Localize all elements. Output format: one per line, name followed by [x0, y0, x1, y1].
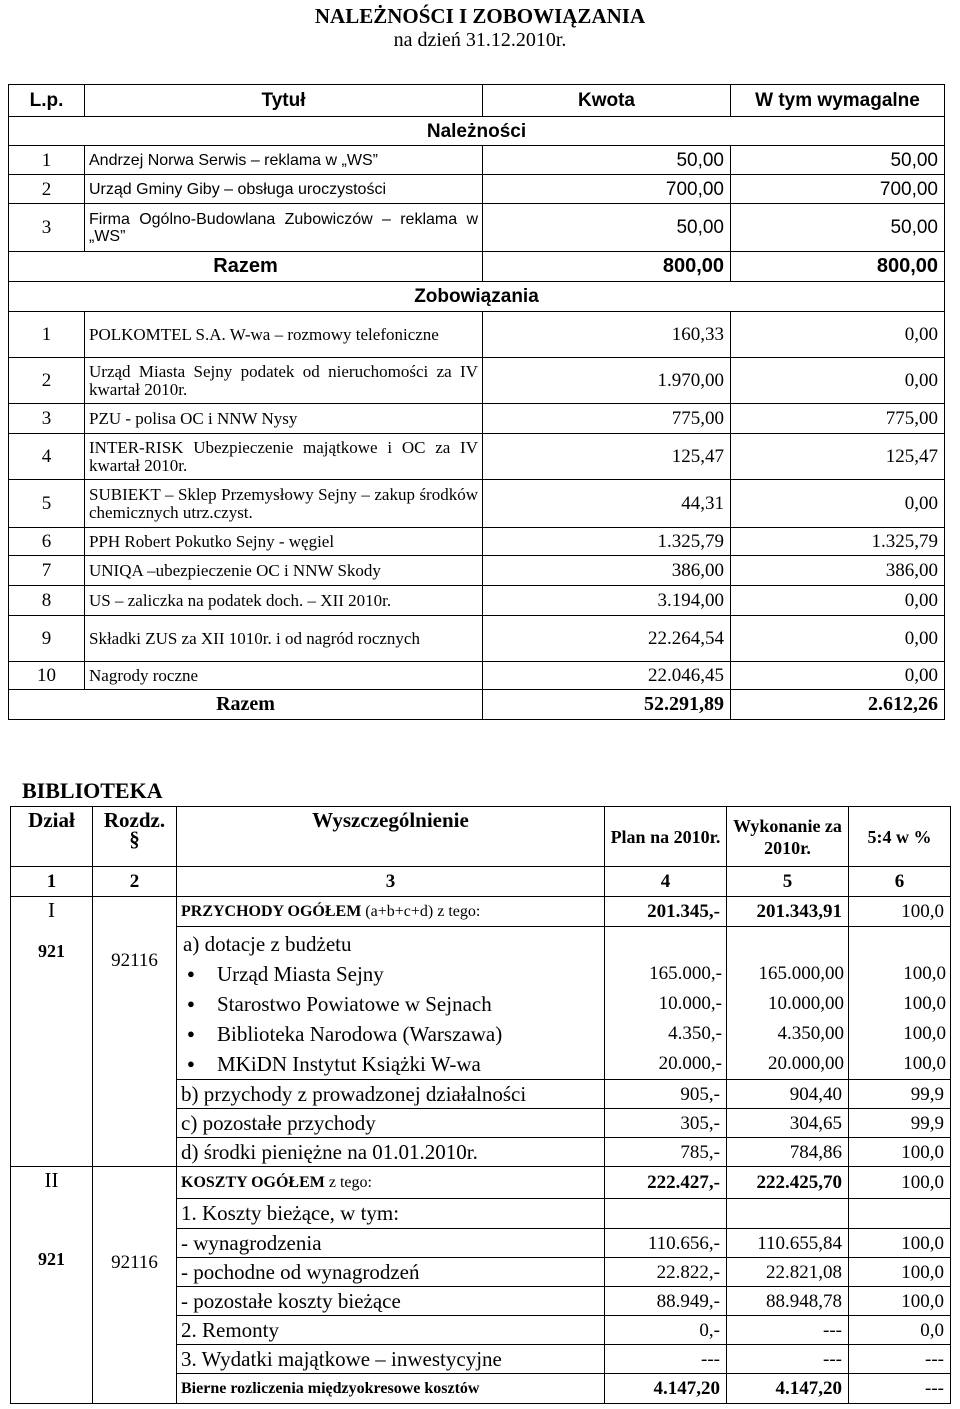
accruals-pct: --- [849, 1374, 951, 1404]
subsidies-pct-cell [849, 927, 951, 1080]
table-row [9, 312, 945, 358]
col-header-rozdz: Rozdz. § [93, 807, 177, 867]
row-title: PPH Robert Pokutko Sejny - węgiel [85, 528, 483, 556]
row-lp: 1 [9, 312, 85, 358]
empty-cell [605, 1199, 727, 1229]
row-amount: 22.264,54 [483, 616, 731, 662]
library-section-title: BIBLIOTEKA [22, 778, 163, 803]
table-header-row [9, 85, 945, 117]
costs-total-row [11, 1167, 951, 1199]
costs-total-label-bold: KOSZTY OGÓŁEM [181, 1174, 325, 1191]
row-lp: 1 [9, 146, 85, 175]
col-header-title: Tytuł [85, 85, 483, 117]
income-total-row [11, 897, 951, 927]
income-total-exec: 201.343,91 [727, 897, 849, 927]
cost-pct: 100,0 [849, 1258, 951, 1287]
table-row [9, 358, 945, 404]
row-title: UNIQA –ubezpieczenie OC i NNW Skody [85, 556, 483, 586]
row-due: 0,00 [731, 616, 945, 662]
row-amount: 125,47 [483, 434, 731, 480]
subsidy-pct: 100,0 [903, 993, 946, 1014]
row-lp: 8 [9, 586, 85, 616]
row-amount: 22.046,45 [483, 662, 731, 690]
col-header-plan: Plan na 2010r. [605, 807, 727, 867]
total-due: 800,00 [731, 252, 945, 282]
costs-current-label: 1. Koszty bieżące, w tym: [177, 1199, 605, 1229]
row-lp: 6 [9, 528, 85, 556]
total-row-liabilities [9, 690, 945, 720]
cost-pct: 100,0 [849, 1229, 951, 1258]
row-due: 775,00 [731, 404, 945, 434]
income-other-name: b) przychody z prowadzonej działalności [177, 1080, 605, 1109]
table-row [9, 616, 945, 662]
row-due: 700,00 [731, 175, 945, 204]
row-title: Firma Ogólno-Budowlana Zubowiczów – reklama w „WS” [85, 204, 483, 252]
subsidies-label: a) dotacje z budżetu [183, 932, 352, 956]
row-amount: 44,31 [483, 480, 731, 528]
subsidy-pct: 100,0 [903, 1053, 946, 1074]
subsidies-list [181, 959, 600, 1079]
list-item: ● MKiDN Instytut Książki W-wa [181, 1049, 600, 1079]
section-row-liabilities [9, 282, 945, 312]
empty-cell [849, 1199, 951, 1229]
row-amount: 1.325,79 [483, 528, 731, 556]
row-title: US – zaliczka na podatek doch. – XII 2010r. [85, 586, 483, 616]
row-due: 0,00 [731, 662, 945, 690]
costs-rozdz-cell [93, 1167, 177, 1404]
cost-name: - wynagrodzenia [177, 1229, 605, 1258]
income-other-exec: 304,65 [727, 1109, 849, 1138]
income-other-plan: 305,- [605, 1109, 727, 1138]
income-other-name: c) pozostałe przychody [177, 1109, 605, 1138]
section-title-liabilities: Zobowiązania [9, 282, 945, 312]
subsidies-exec-cell [727, 927, 849, 1080]
costs-total-exec: 222.425,70 [727, 1167, 849, 1199]
subsidy-exec: 10.000,00 [768, 993, 844, 1014]
col-header-percent: 5:4 w % [849, 807, 951, 867]
row-due: 0,00 [731, 358, 945, 404]
table-row [9, 586, 945, 616]
income-total-label-bold: PRZYCHODY OGÓŁEM [181, 903, 362, 920]
costs-total-plan: 222.427,- [605, 1167, 727, 1199]
row-lp: 10 [9, 662, 85, 690]
row-due: 0,00 [731, 312, 945, 358]
row-due: 50,00 [731, 204, 945, 252]
col-number: 1 [11, 867, 93, 897]
income-other-name: d) środki pieniężne na 01.01.2010r. [177, 1138, 605, 1167]
cost-pct: 0,0 [849, 1316, 951, 1345]
row-title: PZU - polisa OC i NNW Nysy [85, 404, 483, 434]
row-title: INTER-RISK Ubezpieczenie majątkowe i OC za IV kwartał 2010r. [85, 434, 483, 480]
row-amount: 1.970,00 [483, 358, 731, 404]
row-title: Urząd Gminy Giby – obsługa uroczystości [85, 175, 483, 204]
income-other-plan: 785,- [605, 1138, 727, 1167]
subsidy-exec: 20.000,00 [768, 1053, 844, 1074]
total-label: Razem [9, 690, 483, 720]
cost-exec: 22.821,08 [727, 1258, 849, 1287]
col-number: 5 [727, 867, 849, 897]
col-header-due: W tym wymagalne [731, 85, 945, 117]
col-header-amount: Kwota [483, 85, 731, 117]
row-lp: 9 [9, 616, 85, 662]
document-header [0, 0, 960, 52]
income-other-plan: 905,- [605, 1080, 727, 1109]
income-total-pct: 100,0 [849, 897, 951, 927]
row-lp: 5 [9, 480, 85, 528]
list-item: ● Starostwo Powiatowe w Sejnach [181, 989, 600, 1019]
row-title: Składki ZUS za XII 1010r. i od nagród rocznych [85, 616, 483, 662]
col-header-description: Wyszczególnienie [177, 807, 605, 867]
row-amount: 50,00 [483, 204, 731, 252]
table-row [9, 556, 945, 586]
row-due: 0,00 [731, 586, 945, 616]
cost-name: - pozostałe koszty bieżące [177, 1287, 605, 1316]
income-total-plan: 201.345,- [605, 897, 727, 927]
cost-exec: 88.948,78 [727, 1287, 849, 1316]
document-title: NALEŻNOŚCI I ZOBOWIĄZANIA [314, 4, 646, 28]
col-number: 3 [177, 867, 605, 897]
accruals-exec: 4.147,20 [727, 1374, 849, 1404]
subsidy-pct: 100,0 [903, 1023, 946, 1044]
income-other-exec: 904,40 [727, 1080, 849, 1109]
col-number: 6 [849, 867, 951, 897]
table-row [9, 434, 945, 480]
cost-plan: 88.949,- [605, 1287, 727, 1316]
row-amount: 775,00 [483, 404, 731, 434]
empty-cell [727, 1199, 849, 1229]
receivables-liabilities-table [8, 84, 945, 720]
cost-exec: --- [727, 1316, 849, 1345]
row-lp: 7 [9, 556, 85, 586]
income-total-label-rest: (a+b+c+d) z tego: [361, 903, 481, 920]
income-other-pct: 100,0 [849, 1138, 951, 1167]
row-lp: 3 [9, 404, 85, 434]
row-lp: 3 [9, 204, 85, 252]
total-due: 2.612,26 [731, 690, 945, 720]
income-other-pct: 99,9 [849, 1080, 951, 1109]
costs-section-number: II [44, 1168, 59, 1192]
table-row [9, 404, 945, 434]
col-number: 4 [605, 867, 727, 897]
row-amount: 700,00 [483, 175, 731, 204]
income-rozdz: 92116 [111, 950, 158, 971]
row-lp: 4 [9, 434, 85, 480]
accruals-name: Bierne rozliczenia międzyokresowe kosztów [177, 1374, 605, 1404]
col-header-execution: Wykonanie za 2010r. [727, 807, 849, 867]
costs-total-label [177, 1167, 605, 1199]
document-subtitle: na dzień 31.12.2010r. [393, 29, 567, 51]
income-section-number: I [48, 898, 55, 922]
subsidy-exec: 165.000,00 [758, 963, 844, 984]
library-budget-table [10, 806, 951, 1404]
total-row-receivables [9, 252, 945, 282]
cost-exec: 110.655,84 [727, 1229, 849, 1258]
table-row [9, 480, 945, 528]
cost-plan: 110.656,- [605, 1229, 727, 1258]
row-due: 50,00 [731, 146, 945, 175]
cost-name: 2. Remonty [177, 1316, 605, 1345]
table-row [9, 204, 945, 252]
table-row [9, 175, 945, 204]
row-lp: 2 [9, 358, 85, 404]
row-title: POLKOMTEL S.A. W-wa – rozmowy telefoniczne [85, 312, 483, 358]
table-row [9, 146, 945, 175]
total-amount: 52.291,89 [483, 690, 731, 720]
row-due: 0,00 [731, 480, 945, 528]
costs-dzial: 921 [38, 1249, 65, 1269]
row-amount: 160,33 [483, 312, 731, 358]
row-title: SUBIEKT – Sklep Przemysłowy Sejny – zakup środków chemicznych utrz.czyst. [85, 480, 483, 528]
subsidy-pct: 100,0 [903, 963, 946, 984]
col-header-dzial: Dział [11, 807, 93, 867]
costs-total-label-rest: z tego: [324, 1174, 372, 1191]
row-amount: 3.194,00 [483, 586, 731, 616]
row-title: Nagrody roczne [85, 662, 483, 690]
col-number: 2 [93, 867, 177, 897]
cost-plan: --- [605, 1345, 727, 1374]
cost-pct: --- [849, 1345, 951, 1374]
cost-plan: 22.822,- [605, 1258, 727, 1287]
income-total-label [177, 897, 605, 927]
row-title: Urząd Miasta Sejny podatek od nieruchomości za IV kwartał 2010r. [85, 358, 483, 404]
income-section-cell [11, 897, 93, 1167]
income-rozdz-cell [93, 897, 177, 1167]
subsidy-plan: 20.000,- [658, 1053, 722, 1074]
cost-exec: --- [727, 1345, 849, 1374]
cost-pct: 100,0 [849, 1287, 951, 1316]
table-row [9, 528, 945, 556]
subsidy-plan: 4.350,- [668, 1023, 722, 1044]
section-row-receivables [9, 117, 945, 146]
cost-name: - pochodne od wynagrodzeń [177, 1258, 605, 1287]
costs-section-cell [11, 1167, 93, 1404]
table-header-row [11, 807, 951, 867]
column-numbers-row [11, 867, 951, 897]
subsidy-plan: 10.000,- [658, 993, 722, 1014]
row-due: 125,47 [731, 434, 945, 480]
income-other-pct: 99,9 [849, 1109, 951, 1138]
cost-plan: 0,- [605, 1316, 727, 1345]
list-item: ● Urząd Miasta Sejny [181, 959, 600, 989]
col-header-lp: L.p. [9, 85, 85, 117]
subsidies-plan-cell [605, 927, 727, 1080]
row-amount: 386,00 [483, 556, 731, 586]
total-label: Razem [9, 252, 483, 282]
list-item: ● Biblioteka Narodowa (Warszawa) [181, 1019, 600, 1049]
row-lp: 2 [9, 175, 85, 204]
row-due: 386,00 [731, 556, 945, 586]
row-amount: 50,00 [483, 146, 731, 175]
row-due: 1.325,79 [731, 528, 945, 556]
subsidies-cell [177, 927, 605, 1080]
total-amount: 800,00 [483, 252, 731, 282]
accruals-plan: 4.147,20 [605, 1374, 727, 1404]
costs-total-pct: 100,0 [849, 1167, 951, 1199]
table-row [9, 662, 945, 690]
income-other-exec: 784,86 [727, 1138, 849, 1167]
costs-rozdz: 92116 [111, 1252, 158, 1273]
cost-name: 3. Wydatki majątkowe – inwestycyjne [177, 1345, 605, 1374]
row-title: Andrzej Norwa Serwis – reklama w „WS” [85, 146, 483, 175]
subsidy-plan: 165.000,- [649, 963, 722, 984]
section-title-receivables: Należności [9, 117, 945, 146]
subsidy-exec: 4.350,00 [777, 1023, 844, 1044]
income-dzial: 921 [38, 941, 65, 961]
